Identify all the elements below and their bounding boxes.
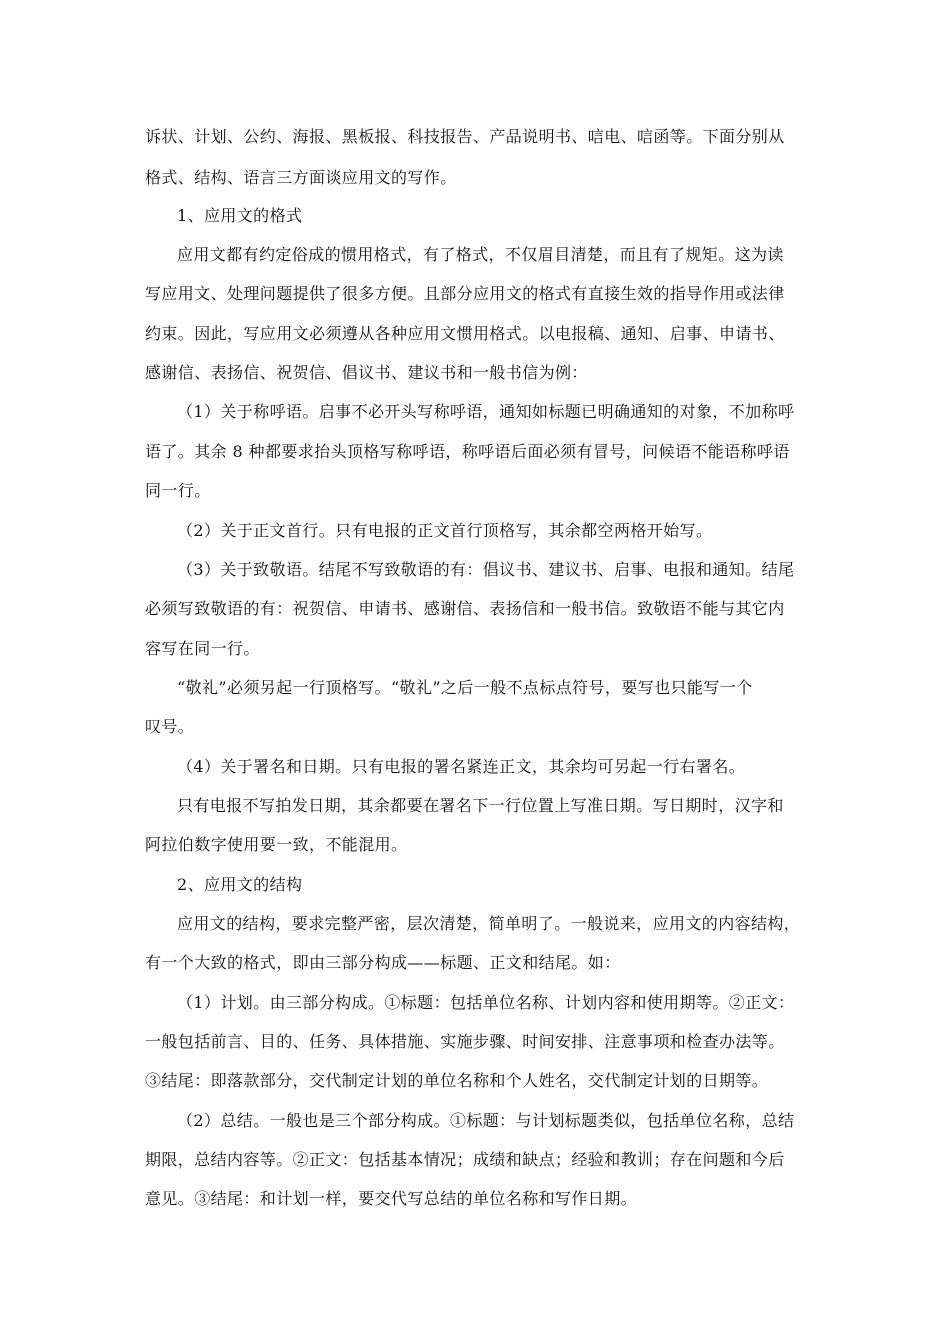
text-line: 容写在同一行。 xyxy=(145,639,260,658)
text-line: 叹号。 xyxy=(145,717,195,736)
text-line: 诉状、计划、公约、海报、黑板报、科技报告、产品说明书、唁电、唁函等。下面分别从 xyxy=(145,127,785,146)
text-line: 语了。其余 8 种都要求抬头顶格写称呼语，称呼语后面必须有冒号，问候语不能语称呼语 xyxy=(145,442,790,461)
text-line: （2）总结。一般也是三个部分构成。①标题：与计划标题类似，包括单位名称，总结 xyxy=(177,1111,795,1130)
text-line: （4）关于署名和日期。只有电报的署名紧连正文，其余均可另起一行右署名。 xyxy=(177,757,746,776)
text-line: ③结尾：即落款部分，交代制定计划的单位名称和个人姓名，交代制定计划的日期等。 xyxy=(145,1071,769,1090)
text-line: 只有电报不写拍发日期，其余都要在署名下一行位置上写准日期。写日期时，汉字和 xyxy=(177,796,784,815)
text-line: 期限，总结内容等。②正文：包括基本情况；成绩和缺点；经验和教训；存在问题和今后 xyxy=(145,1150,785,1169)
text-line: “敬礼”必须另起一行顶格写。“敬礼”之后一般不点标点符号，要写也只能写一个 xyxy=(177,678,753,697)
text-line: （1）关于称呼语。启事不必开头写称呼语，通知如标题已明确通知的对象，不加称呼 xyxy=(177,402,795,421)
text-line: 必须写致敬语的有：祝贺信、申请书、感谢信、表扬信和一般书信。致敬语不能与其它内 xyxy=(145,599,785,618)
section-heading: 1、应用文的格式 xyxy=(177,206,303,225)
text-line: 同一行。 xyxy=(145,481,211,500)
section-heading: 2、应用文的结构 xyxy=(177,875,303,894)
text-line: 意见。③结尾：和计划一样，要交代写总结的单位名称和写作日期。 xyxy=(145,1189,638,1208)
text-line: 一般包括前言、目的、任务、具体措施、实施步骤、时间安排、注意事项和检查办法等。 xyxy=(145,1032,785,1051)
text-line: 约束。因此，写应用文必须遵从各种应用文惯用格式。以电报稿、通知、启事、申请书、 xyxy=(145,324,785,343)
text-line: 应用文的结构，要求完整严密，层次清楚，简单明了。一般说来，应用文的内容结构， xyxy=(177,914,801,933)
text-line: 感谢信、表扬信、祝贺信、倡议书、建议书和一般书信为例： xyxy=(145,363,588,382)
text-line: 阿拉伯数字使用要一致，不能混用。 xyxy=(145,835,408,854)
text-line: （2）关于正文首行。只有电报的正文首行顶格写，其余都空两格开始写。 xyxy=(177,521,713,540)
text-line: 应用文都有约定俗成的惯用格式，有了格式，不仅眉目清楚，而且有了规矩。这为读 xyxy=(177,245,784,264)
text-line: 有一个大致的格式，即由三部分构成——标题、正文和结尾。如： xyxy=(145,953,621,972)
text-line: 写应用文、处理问题提供了很多方便。且部分应用文的格式有直接生效的指导作用或法律 xyxy=(145,284,785,303)
text-line: 格式、结构、语言三方面谈应用文的写作。 xyxy=(145,168,457,187)
text-line: （3）关于致敬语。结尾不写致敬语的有：倡议书、建议书、启事、电报和通知。结尾 xyxy=(177,560,795,579)
text-line: （1）计划。由三部分构成。①标题：包括单位名称、计划内容和使用期等。②正文： xyxy=(177,993,795,1012)
